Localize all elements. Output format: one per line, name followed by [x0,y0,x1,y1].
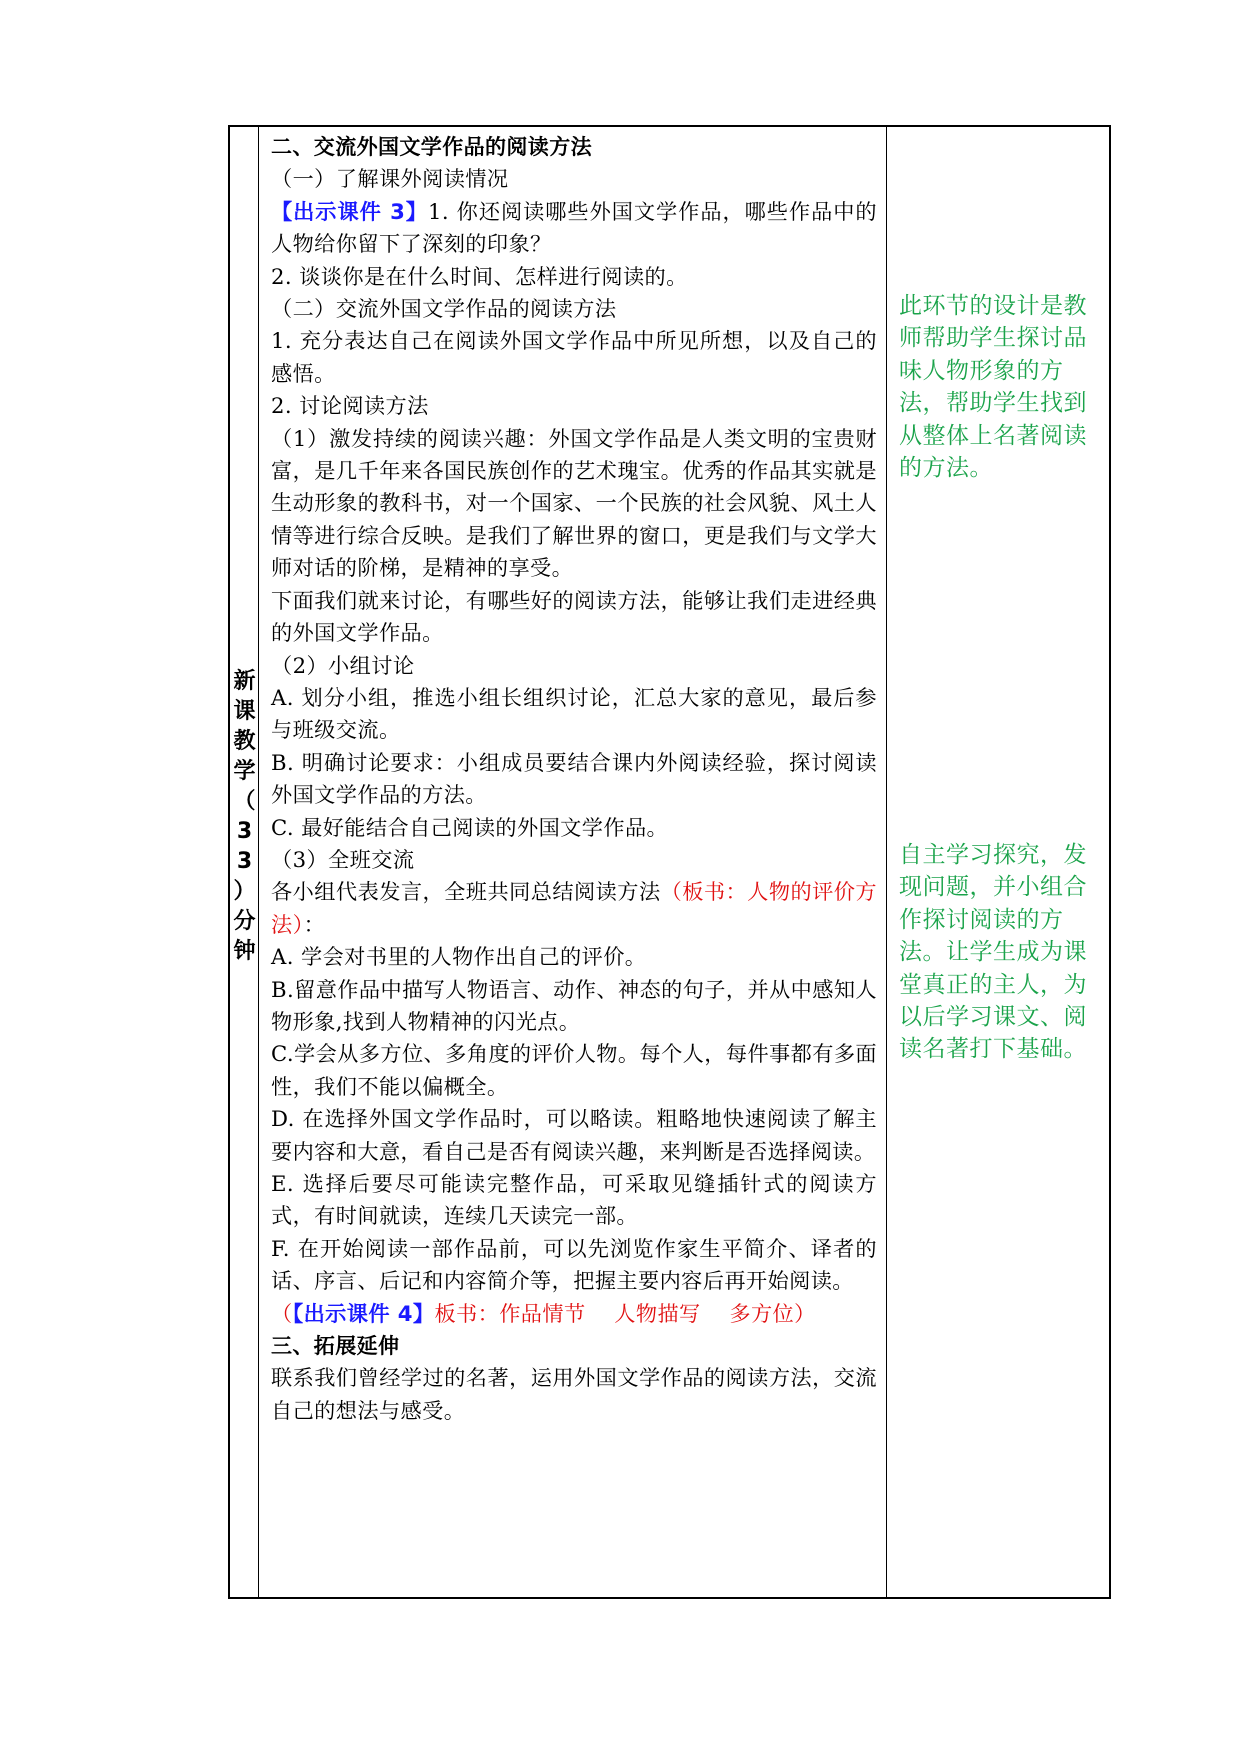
stage-char: （ [233,789,256,814]
result-d: D. 在选择外国文学作品时，可以略读。粗略地快速阅读了解主要内容和大意，看自己是否有阅读兴趣，来判断是否选择阅读。 [271,1106,877,1164]
result-e: E. 选择后要尽可能读完整作品，可采取见缝插针式的阅读方式，有时间就读，连续几天读完一部。 [271,1171,877,1229]
stage-char: 学 [233,759,256,784]
lesson-table [228,125,1111,1599]
blackboard-open-paren: （ [271,1300,293,1326]
summary-colon: ： [303,911,326,937]
stage-label [230,667,259,967]
courseware-3-tag: 【出示课件 3】 [271,198,428,224]
summary-text: 各小组代表发言，全班共同总结阅读方法 [271,879,661,905]
question-paragraph [271,196,877,261]
point-2: （2）小组讨论 [271,652,415,678]
extension-text: 联系我们曾经学过的名著，运用外国文学作品的阅读方法，交流自己的想法与感受。 [271,1365,877,1423]
blackboard-note: （板书：人物的评价方法） [271,879,877,937]
courseware-4-tag: 【出示课件 4】 [292,1300,435,1326]
point-2-c: C. 最好能结合自己阅读的外国文学作品。 [271,814,669,840]
section-2-title: 二、交流外国文学作品的阅读方法 [271,135,592,159]
teaching-content [271,131,877,1427]
point-1-followup: 下面我们就来讨论，有哪些好的阅读方法，能够让我们走进经典的外国文学作品。 [271,587,877,646]
blackboard-text: 板书：作品情节 人物描写 多方位） [434,1300,816,1326]
method-2: 2. 讨论阅读方法 [271,393,429,419]
point-2-a: A. 划分小组，推选小组长组织讨论，汇总大家的意见，最后参与班级交流。 [271,684,877,743]
stage-char: 3 [236,849,253,874]
subsection-1-title: （一）了解课外阅读情况 [271,166,509,192]
point-3-summary [271,876,877,941]
method-1: 1. 充分表达自己在阅读外国文学作品中所见所想，以及自己的感悟。 [271,328,877,386]
result-b: B.留意作品中描写人物语言、动作、神态的句子，并从中感知人物形象,找到人物精神的闪光点。 [271,976,877,1034]
question-2: 2. 谈谈你是在什么时间、怎样进行阅读的。 [271,263,688,289]
blackboard-summary [271,1298,877,1330]
teaching-content-column [259,127,887,1597]
result-a: A. 学会对书里的人物作出自己的评价。 [271,944,647,970]
stage-char: 钟 [233,939,256,964]
stage-column [230,127,259,1597]
stage-char: 分 [233,909,256,934]
stage-char: 课 [233,699,256,724]
stage-char: 教 [233,729,256,754]
point-3: （3）全班交流 [271,846,415,872]
point-2-b: B. 明确讨论要求：小组成员要结合课内外阅读经验，探讨阅读外国文学作品的方法。 [271,749,877,808]
design-note-1: 此环节的设计是教师帮助学生探讨品味人物形象的方法，帮助学生找到从整体上名著阅读的方法。 [899,293,1087,482]
result-f: F. 在开始阅读一部作品前，可以先浏览作家生平简介、译者的话、序言、后记和内容简介等，把握主要内容后再开始阅读。 [271,1235,877,1294]
design-intent-column [887,127,1111,1597]
stage-char: 新 [233,669,256,694]
point-1: （1）激发持续的阅读兴趣：外国文学作品是人类文明的宝贵财富，是几千年来各国民族创作的艺术瑰宝。优秀的作品其实就是生动形象的教科书，对一个国家、一个民族的社会风貌、风土人情等进行综合反映。是我们了解世界的窗口，更是我们与文学大师对话的阶梯，是精神的享受。 [271,425,877,581]
stage-char: ） [233,879,256,904]
section-3-title: 三、拓展延伸 [271,1334,400,1359]
subsection-2-title: （二）交流外国文学作品的阅读方法 [271,296,617,322]
design-note-2: 自主学习探究，发现问题，并小组合作探讨阅读的方法。让学生成为课堂真正的主人，为以后学习课文、阅读名著打下基础。 [899,842,1087,1063]
question-1: 1. 你还阅读哪些外国文学作品，哪些作品中的人物给你留下了深刻的印象？ [271,198,877,257]
stage-char: 3 [236,819,253,844]
result-c: C.学会从多方位、多角度的评价人物。每个人，每件事都有多面性，我们不能以偏概全。 [271,1041,877,1099]
